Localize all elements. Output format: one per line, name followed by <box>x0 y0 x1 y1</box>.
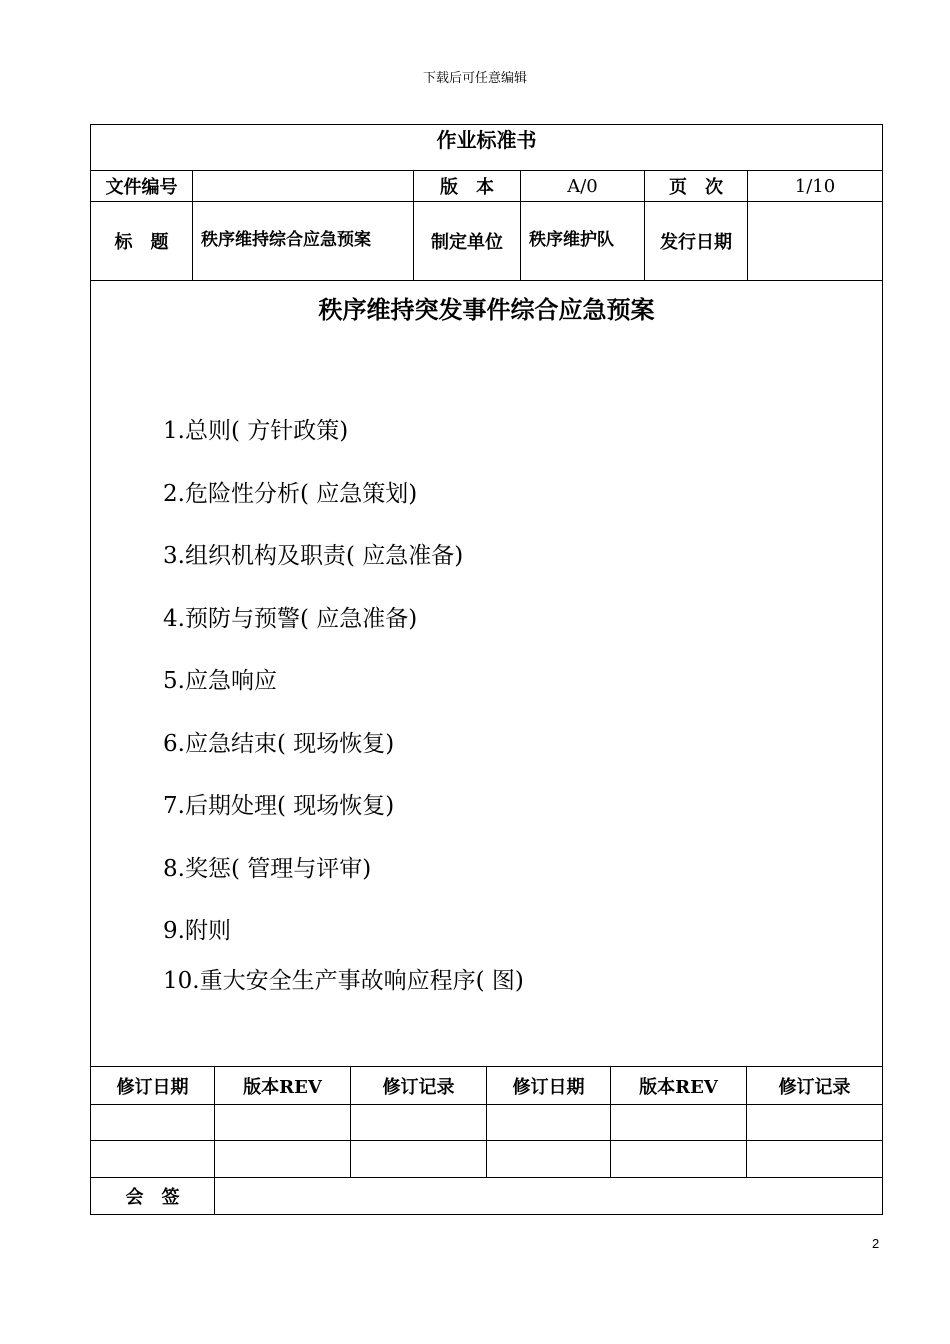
revision-cell <box>487 1105 610 1140</box>
title-label: 标 题 <box>114 232 169 253</box>
revision-header-cell: 版本REV <box>639 1076 718 1098</box>
page-count-value: 1/10 <box>794 175 836 197</box>
toc-item: 10.重大安全生产事故响应程序( 图) <box>163 968 524 994</box>
revision-cell <box>611 1141 746 1177</box>
version-value: A/0 <box>567 175 598 197</box>
revision-cell <box>747 1105 882 1140</box>
revision-header-cell: 修订记录 <box>778 1076 851 1098</box>
file-number-label: 文件编号 <box>105 177 178 198</box>
toc-item: 9.附则 <box>163 918 231 944</box>
toc-item: 2.危险性分析( 应急策划) <box>163 481 418 507</box>
page-number: 2 <box>872 1236 880 1251</box>
toc-item: 3.组织机构及职责( 应急准备) <box>163 543 464 569</box>
revision-cell <box>351 1105 486 1140</box>
revision-cell <box>487 1141 610 1177</box>
toc-item: 7.后期处理( 现场恢复) <box>163 793 395 819</box>
revision-header-cell: 修订日期 <box>512 1076 585 1098</box>
unit-value: 秩序维护队 <box>529 229 614 250</box>
unit-label: 制定单位 <box>431 232 503 253</box>
title-value: 秩序维持综合应急预案 <box>201 229 371 250</box>
version-label: 版 本 <box>440 177 494 198</box>
issue-date-value <box>748 202 882 280</box>
file-number-value <box>193 171 413 201</box>
toc-item: 8.奖惩( 管理与评审) <box>163 856 372 882</box>
revision-cell <box>611 1105 746 1140</box>
toc-item: 1.总则( 方针政策) <box>163 418 349 444</box>
toc-item: 6.应急结束( 现场恢复) <box>163 731 395 757</box>
revision-cell <box>215 1141 350 1177</box>
revision-cell <box>351 1141 486 1177</box>
toc-item: 5.应急响应 <box>163 668 277 694</box>
revision-cell <box>91 1141 214 1177</box>
revision-cell <box>747 1141 882 1177</box>
revision-header-cell: 修订日期 <box>116 1076 189 1098</box>
page-header-note: 下载后可任意编辑 <box>422 71 527 86</box>
countersign-value <box>215 1178 882 1214</box>
revision-cell <box>215 1105 350 1140</box>
toc-item: 4.预防与预警( 应急准备) <box>163 606 418 632</box>
main-title: 秩序维持突发事件综合应急预案 <box>318 294 655 324</box>
revision-header-cell: 修订记录 <box>382 1076 455 1098</box>
countersign-label: 会 签 <box>125 1187 180 1208</box>
revision-header-cell: 版本REV <box>243 1076 322 1098</box>
page-label: 页 次 <box>669 177 723 198</box>
revision-cell <box>91 1105 214 1140</box>
document-type-title: 作业标准书 <box>436 127 537 152</box>
issue-date-label: 发行日期 <box>660 232 732 253</box>
